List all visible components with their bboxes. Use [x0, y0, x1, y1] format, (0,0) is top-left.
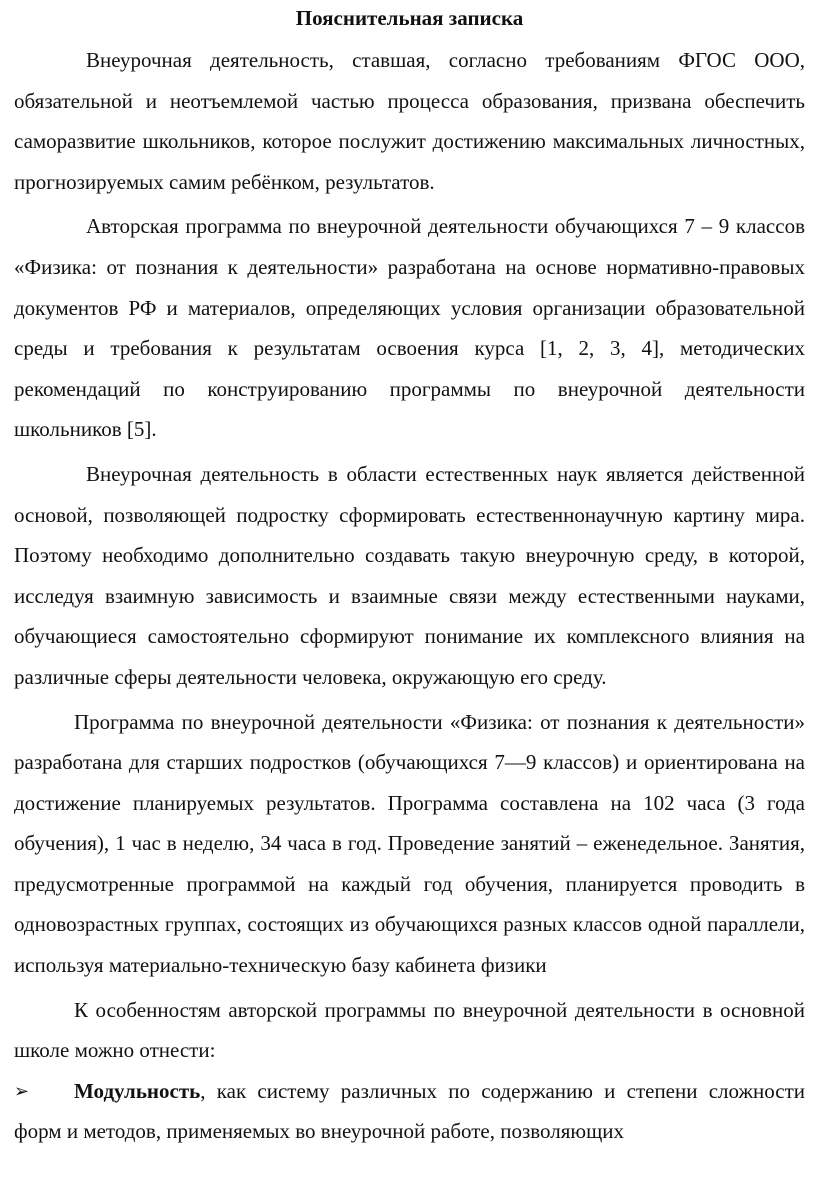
document-page [14, 0, 805, 1152]
paragraph-author-program: Авторская программа по внеурочной деятельности обучающихся 7 – 9 классов «Физика: от познания к деятельности» разработана на основе нормативно-правовых документов РФ и материалов, определяющих условия организации образовательной среды и требования к результатам освоения курса [1, 2, 3, 4], методических рекомендаций по конструированию программы по внеурочной деятельности школьников [5]. [14, 214, 805, 442]
paragraph-natural-sciences: Внеурочная деятельность в области естественных наук является действенной основой, позволяющей подростку сформировать естественнонаучную картину мира. Поэтому необходимо дополнительно создавать такую внеурочную среду, в которой, исследуя взаимную зависимость и взаимные связи между естественными науками, обучающиеся самостоятельно сформируют понимание их комплексного влияния на различные сферы деятельности человека, окружающую его среду. [14, 461, 805, 689]
bullet-term: Модульность [74, 1078, 201, 1103]
document-title: Пояснительная записка [295, 6, 524, 30]
paragraph-fgos: Внеурочная деятельность, ставшая, согласно требованиям ФГОС ООО, обязательной и неотъемлемой частью процесса образования, призвана обеспечить саморазвитие школьников, которое послужит достижению максимальных личностных, прогнозируемых самим ребёнком, результатов. [14, 48, 805, 194]
paragraph-features-intro: К особенностям авторской программы по внеурочной деятельности в основной школе можно отнести: [14, 997, 805, 1063]
bullet-item-modularity [14, 1071, 805, 1152]
bullet-description: , как систему различных по содержанию и степени сложности форм и методов, применяемых во внеурочной работе, позволяющих [14, 1078, 805, 1144]
bullet-text [14, 1071, 805, 1152]
paragraph-program-details: Программа по внеурочной деятельности «Физика: от познания к деятельности» разработана для старших подростков (обучающихся 7—9 классов) и ориентирована на достижение планируемых результатов. Программа составлена на 102 часа (3 года обучения), 1 час в неделю, 34 часа в год. Проведение занятий – еженедельное. Занятия, предусмотренные программой на каждый год обучения, планируется проводить в одновозрастных группах, состоящих из обучающихся разных классов одной параллели, используя материально-техническую базу кабинета физики [14, 709, 805, 978]
arrow-bullet-icon: ➢ [14, 1080, 30, 1101]
